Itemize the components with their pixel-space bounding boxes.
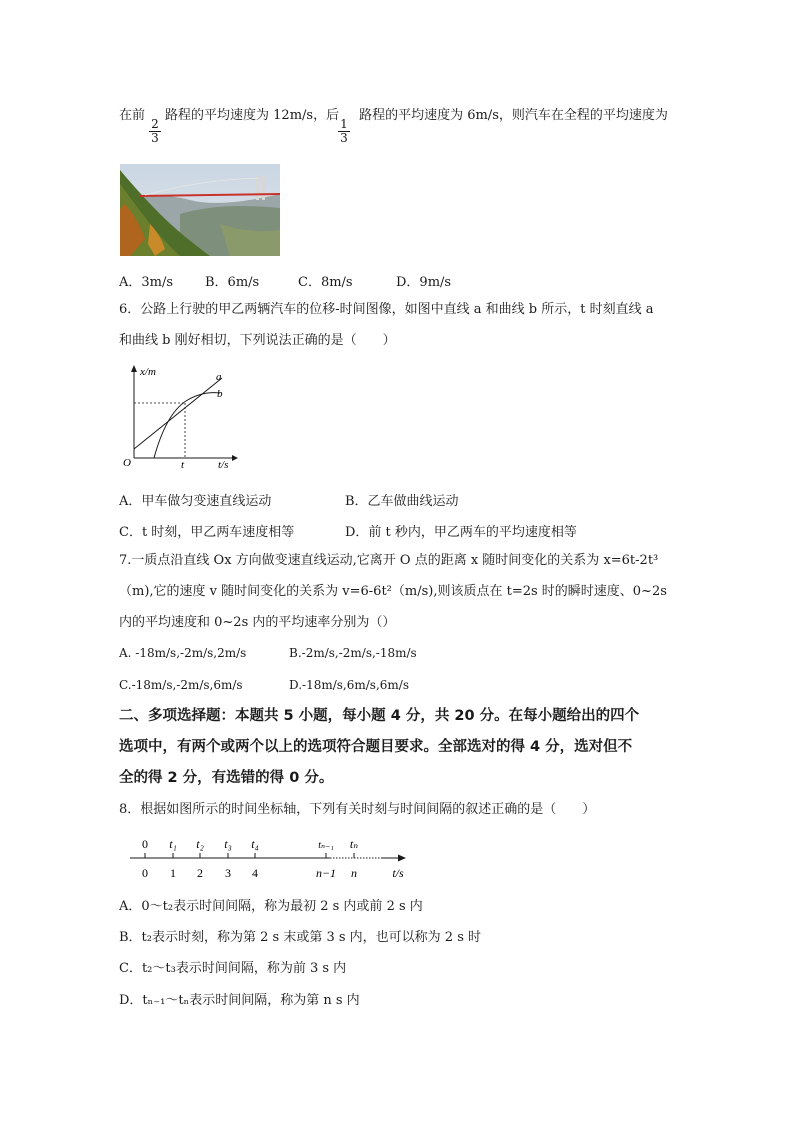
q8-option-d[interactable]: D．tₙ₋₁～tₙ表示时间间隔，称为第 n s 内 [119, 993, 360, 1008]
axis-top-0: 0 [142, 837, 148, 851]
q6-y-axis-label: x/m [140, 366, 156, 378]
axis-top-t3: t₃ [224, 837, 232, 851]
axis-top-t2: t₂ [196, 837, 204, 851]
q5-option-b[interactable]: B．6m/s [205, 275, 260, 290]
section2-line3: 全的得 2 分，有选错的得 0 分。 [119, 770, 334, 786]
q6-x-axis-label: t/s [218, 459, 229, 471]
q8-option-b[interactable]: B．t₂表示时刻，称为第 2 s 末或第 3 s 内，也可以称为 2 s 时 [119, 930, 482, 945]
q7-option-c[interactable]: C.-18m/s,-2m/s,6m/s [119, 678, 243, 692]
axis-bottom-3: 3 [225, 866, 231, 880]
q5-stem: 在前 路程的平均速度为 12m/s，后 路程的平均速度为 6m/s，则汽车在全程的平均速度为 [119, 108, 668, 123]
axis-top-tn: tₙ [349, 837, 359, 851]
axis-bottom-n-1: n−1 [315, 866, 337, 880]
section2-line2: 选项中，有两个或两个以上的选项符合题目要求。全部选对的得 4 分，选对但不 [119, 739, 633, 755]
q6-stem-line2: 和曲线 b 刚好相切，下列说法正确的是（ ） [119, 333, 396, 348]
q7-option-d[interactable]: D.-18m/s,6m/s,6m/s [289, 678, 409, 692]
q6-option-a[interactable]: A．甲车做匀变速直线运动 [119, 494, 272, 509]
q8-option-a[interactable]: A．0～t₂表示时间间隔，称为最初 2 s 内或前 2 s 内 [119, 899, 423, 914]
bridge-photo [120, 164, 280, 256]
axis-top-t4: t₄ [251, 837, 259, 851]
q5-option-c[interactable]: C．8m/s [298, 275, 353, 290]
axis-unit: t/s [392, 866, 404, 880]
q7-stem-line1: 7.一质点沿直线 Ox 方向做变速直线运动,它离开 O 点的距离 x 随时间变化的关系为 x=6t-2t³ [119, 553, 659, 568]
axis-bottom-4: 4 [252, 866, 258, 880]
q6-tick-t-label: t [181, 459, 185, 471]
q7-stem-line3: 内的平均速度和 0~2s 内的平均速率分别为（） [119, 615, 396, 630]
q8-option-c[interactable]: C．t₂～t₃表示时间间隔，称为前 3 s 内 [119, 961, 347, 976]
q6-option-b[interactable]: B．乙车做曲线运动 [345, 494, 459, 509]
axis-top-t1: t₁ [169, 837, 177, 851]
axis-top-tn-1: tₙ₋₁ [318, 840, 334, 851]
q6-curve-b-label: b [217, 388, 223, 400]
q5-option-d[interactable]: D．9m/s [396, 275, 452, 290]
q8-stem: 8．根据如图所示的时间坐标轴，下列有关时刻与时间间隔的叙述正确的是（ ） [119, 802, 596, 817]
axis-bottom-0: 0 [142, 866, 148, 880]
section2-line1: 二、多项选择题：本题共 5 小题，每小题 4 分，共 20 分。在每小题给出的四个 [119, 708, 640, 724]
q8-time-axis [120, 832, 420, 882]
axis-bottom-n: n [351, 866, 357, 880]
q6-option-d[interactable]: D．前 t 秒内，甲乙两车的平均速度相等 [345, 525, 577, 540]
q6-option-c[interactable]: C．t 时刻，甲乙两车速度相等 [119, 525, 295, 540]
q6-origin-label: O [123, 457, 131, 469]
q6-line-a-label: a [216, 371, 222, 383]
q5-fraction-one-third: $\frac{1}{3}$ [338, 118, 350, 145]
axis-bottom-1: 1 [170, 866, 176, 880]
q7-option-b[interactable]: B.-2m/s,-2m/s,-18m/s [289, 646, 417, 660]
axis-bottom-2: 2 [197, 866, 203, 880]
q5-fraction-two-thirds: $\frac{2}{3}$ [149, 118, 161, 145]
q6-stem-line1: 6．公路上行驶的甲乙两辆汽车的位移-时间图像，如图中直线 a 和曲线 b 所示，t 时刻直线 a [119, 302, 654, 317]
q7-option-a[interactable]: A. -18m/s,-2m/s,2m/s [119, 646, 247, 660]
q7-stem-line2: （m),它的速度 v 随时间变化的关系为 v=6-6t²（m/s),则该质点在 t=2s 时的瞬时速度、0~2s [119, 584, 667, 599]
q6-xt-graph [118, 364, 238, 472]
q5-option-a[interactable]: A．3m/s [119, 275, 174, 290]
